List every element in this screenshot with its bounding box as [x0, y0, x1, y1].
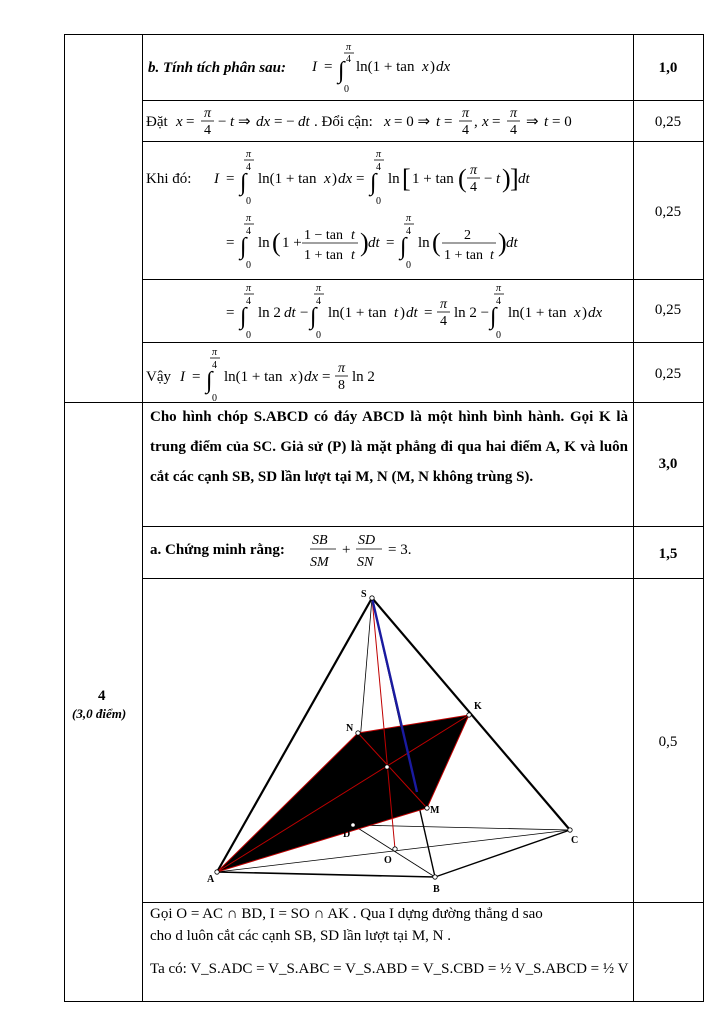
table-border-left — [64, 34, 65, 1002]
svg-text:Khi đó:: Khi đó: — [146, 171, 192, 187]
svg-text:= 0: = 0 — [552, 114, 572, 130]
svg-text:4: 4 — [462, 123, 469, 138]
svg-text:]: ] — [510, 164, 519, 193]
prove-formula — [310, 528, 450, 576]
point-label-d: D — [343, 829, 351, 840]
svg-text:4: 4 — [316, 296, 321, 307]
point-label-s: S — [361, 589, 367, 600]
svg-text:2: 2 — [464, 228, 471, 243]
svg-text:(: ( — [432, 228, 441, 257]
svg-text:⇒: ⇒ — [526, 114, 539, 130]
integral-task-label: b. Tính tích phân sau: — [148, 60, 286, 76]
svg-text:): ) — [498, 228, 507, 257]
table-border-top — [64, 34, 704, 35]
integral-split — [146, 281, 632, 341]
svg-text:=: = — [226, 305, 235, 321]
svg-text:π: π — [376, 149, 382, 160]
svg-text:∫: ∫ — [310, 304, 317, 330]
svg-text:0: 0 — [344, 84, 349, 95]
svg-text:x: x — [176, 114, 183, 130]
construction-line-1: Gọi O = AC ∩ BD, I = SO ∩ AK . Qua I dựng đường thẳng d sao — [150, 906, 543, 922]
svg-text:0: 0 — [406, 260, 411, 271]
svg-text:4: 4 — [440, 314, 447, 329]
question-points: (3,0 điểm) — [72, 706, 127, 721]
svg-text:π: π — [346, 42, 352, 53]
svg-text:[: [ — [402, 164, 411, 193]
svg-text:∫: ∫ — [206, 368, 213, 394]
svg-text:x: x — [384, 114, 391, 130]
svg-text:⇒: ⇒ — [238, 114, 251, 130]
svg-text:4: 4 — [204, 123, 211, 138]
svg-text:∫: ∫ — [490, 304, 497, 330]
row-divider-2 — [142, 141, 704, 142]
svg-text:π: π — [510, 106, 518, 121]
svg-text:dx: dx — [304, 369, 319, 385]
svg-text:=: = — [444, 114, 453, 130]
svg-text:4: 4 — [470, 180, 477, 195]
svg-text:t: t — [351, 248, 355, 263]
point-label-m: M — [430, 805, 440, 816]
svg-text:+: + — [342, 542, 351, 558]
table-border-right — [703, 34, 704, 1002]
svg-text:(: ( — [272, 228, 281, 257]
svg-text:0: 0 — [246, 330, 251, 341]
table-border-bottom — [64, 1001, 704, 1002]
svg-text:π: π — [316, 283, 322, 294]
svg-text:∫: ∫ — [240, 234, 247, 260]
svg-text:4: 4 — [496, 296, 501, 307]
svg-text:ln 2: ln 2 — [258, 305, 281, 321]
svg-text:t: t — [490, 248, 494, 263]
svg-text:x: x — [290, 369, 297, 385]
svg-text:=: = — [424, 305, 433, 321]
svg-text:ln(1 + tan: ln(1 + tan — [224, 369, 283, 385]
score-row-4: 0,25 — [654, 302, 682, 318]
svg-text:0: 0 — [496, 330, 501, 341]
svg-text:1 + tan: 1 + tan — [444, 248, 483, 263]
svg-text:=: = — [324, 59, 333, 75]
svg-text:0: 0 — [212, 393, 217, 401]
svg-text:ln(1 + tan: ln(1 + tan — [258, 171, 317, 187]
svg-text:=: = — [226, 171, 235, 187]
svg-text:4: 4 — [246, 162, 251, 173]
svg-text:π: π — [212, 347, 218, 358]
svg-text:π: π — [204, 106, 212, 121]
svg-text:=: = — [226, 235, 235, 251]
svg-text:∫: ∫ — [240, 170, 247, 196]
problem-statement: Cho hình chóp S.ABCD có đáy ABCD là một hình bình hành. Gọi K là trung điểm của SC. Giả sử (P) là mặt phẳng đi qua hai điểm A, K và luôn cắt các cạnh SB, SD lần lượt tại M, N (M, N không trùng S). — [150, 409, 628, 485]
table-border-col2 — [633, 34, 634, 1002]
svg-text:=: = — [322, 369, 331, 385]
svg-text:x: x — [482, 114, 489, 130]
svg-text:I: I — [312, 59, 317, 75]
svg-text:4: 4 — [406, 226, 411, 237]
svg-text:dt: dt — [506, 235, 518, 251]
score-row-6: 3,0 — [658, 456, 678, 472]
question-number: 4 — [98, 688, 106, 704]
prove-label: a. Chứng minh rằng: — [150, 542, 285, 558]
svg-text:I: I — [214, 171, 219, 187]
svg-text:x: x — [574, 305, 581, 321]
svg-text:SM: SM — [310, 555, 329, 570]
svg-text:ln: ln — [258, 235, 270, 251]
svg-text:π: π — [406, 213, 412, 224]
svg-text:ln 2 −: ln 2 − — [454, 305, 490, 321]
integral-transformation — [146, 143, 632, 277]
svg-text:): ) — [430, 59, 435, 75]
svg-text:π: π — [470, 163, 478, 178]
point-label-n: N — [346, 723, 354, 734]
svg-text:4: 4 — [346, 54, 351, 65]
svg-text:1 − tan: 1 − tan — [304, 228, 343, 243]
score-row-7: 1,5 — [658, 546, 678, 562]
svg-text:dt: dt — [298, 114, 310, 130]
svg-text:4: 4 — [376, 162, 381, 173]
point-label-a: A — [207, 874, 215, 885]
svg-text:= 3.: = 3. — [388, 542, 412, 558]
svg-text:dt: dt — [406, 305, 418, 321]
svg-text:dt: dt — [284, 305, 296, 321]
svg-text:8: 8 — [338, 378, 345, 393]
point-label-b: B — [433, 884, 440, 895]
svg-text:=: = — [492, 114, 501, 130]
volume-relation: Ta có: V_S.ADC = V_S.ABC = V_S.ABD = V_S.CBD = ½ V_S.ABCD = ½ V — [150, 961, 629, 977]
svg-text:): ) — [582, 305, 587, 321]
svg-text:. Đổi cận:: . Đổi cận: — [314, 114, 373, 130]
row-divider-3 — [142, 279, 704, 280]
score-row-5: 0,25 — [654, 366, 682, 382]
svg-text:4: 4 — [510, 123, 517, 138]
svg-text:SD: SD — [358, 533, 376, 548]
pyramid-figure — [143, 579, 633, 901]
svg-text:ln: ln — [388, 171, 400, 187]
svg-text:4: 4 — [246, 226, 251, 237]
svg-text:= −: = − — [274, 114, 295, 130]
svg-text:π: π — [246, 213, 252, 224]
svg-text:dx: dx — [256, 114, 271, 130]
svg-text:π: π — [246, 283, 252, 294]
svg-text:= 0 ⇒: = 0 ⇒ — [394, 114, 431, 130]
svg-text:,: , — [474, 114, 478, 130]
svg-text:π: π — [462, 106, 470, 121]
svg-text:x: x — [422, 59, 429, 75]
construction-line-2: cho d luôn cắt các cạnh SB, SD lần lượt tại M, N . — [150, 928, 452, 944]
svg-text:SB: SB — [312, 533, 328, 548]
svg-text:0: 0 — [316, 330, 321, 341]
svg-text:(: ( — [458, 164, 467, 193]
svg-text:0: 0 — [376, 196, 381, 207]
svg-text:0: 0 — [246, 260, 251, 271]
svg-text:): ) — [502, 164, 511, 193]
score-row-3: 0,25 — [654, 204, 682, 220]
svg-text:∫: ∫ — [370, 170, 377, 196]
score-row-2: 0,25 — [654, 114, 682, 130]
svg-text:Đặt: Đặt — [146, 114, 168, 130]
svg-text:=: = — [192, 369, 201, 385]
svg-text:t: t — [496, 171, 501, 187]
svg-text:1 +: 1 + — [282, 235, 302, 251]
svg-text:I: I — [180, 369, 185, 385]
svg-text:x: x — [324, 171, 331, 187]
svg-text:−: − — [300, 305, 309, 321]
svg-text:1 + tan: 1 + tan — [304, 248, 343, 263]
svg-text:Vậy: Vậy — [146, 369, 171, 385]
svg-text:dt: dt — [368, 235, 380, 251]
svg-text:dt: dt — [518, 171, 530, 187]
svg-text:π: π — [496, 283, 502, 294]
svg-text:ln 2: ln 2 — [352, 369, 375, 385]
svg-text:=: = — [386, 235, 395, 251]
svg-text:): ) — [360, 228, 369, 257]
svg-text:−: − — [484, 171, 493, 187]
svg-text:∫: ∫ — [400, 234, 407, 260]
svg-text:ln: ln — [418, 235, 430, 251]
svg-text:ln(1 + tan: ln(1 + tan — [508, 305, 567, 321]
svg-text:dx: dx — [338, 171, 353, 187]
point-label-c: C — [571, 835, 579, 846]
svg-text:1 + tan: 1 + tan — [412, 171, 454, 187]
svg-text:=: = — [186, 114, 195, 130]
integral-task-formula — [312, 38, 472, 96]
svg-text:SN: SN — [357, 555, 374, 570]
point-label-o: O — [384, 855, 392, 866]
svg-text:t: t — [351, 228, 355, 243]
svg-text:=: = — [356, 171, 365, 187]
svg-text:π: π — [440, 297, 448, 312]
svg-text:0: 0 — [246, 196, 251, 207]
svg-text:t: t — [436, 114, 441, 130]
svg-text:π: π — [338, 361, 346, 376]
score-row-8: 0,5 — [658, 734, 678, 750]
svg-text:∫: ∫ — [338, 58, 345, 84]
row-divider-8 — [142, 902, 704, 903]
svg-text:): ) — [298, 369, 303, 385]
score-row-1: 1,0 — [658, 60, 678, 76]
svg-text:t: t — [544, 114, 549, 130]
row-divider-6 — [142, 526, 704, 527]
svg-text:t: t — [394, 305, 399, 321]
svg-text:4: 4 — [246, 296, 251, 307]
svg-text:): ) — [332, 171, 337, 187]
svg-text:ln(1 + tan: ln(1 + tan — [328, 305, 387, 321]
svg-text:−: − — [218, 114, 227, 130]
svg-text:π: π — [246, 149, 252, 160]
svg-text:4: 4 — [212, 360, 217, 371]
svg-text:ln(1 + tan: ln(1 + tan — [356, 59, 415, 75]
integral-result — [146, 343, 632, 401]
point-label-k: K — [474, 701, 482, 712]
svg-text:dx: dx — [436, 59, 451, 75]
svg-text:): ) — [400, 305, 405, 321]
svg-text:∫: ∫ — [240, 304, 247, 330]
svg-text:dx: dx — [588, 305, 603, 321]
substitution-line — [146, 101, 632, 141]
svg-text:t: t — [230, 114, 235, 130]
